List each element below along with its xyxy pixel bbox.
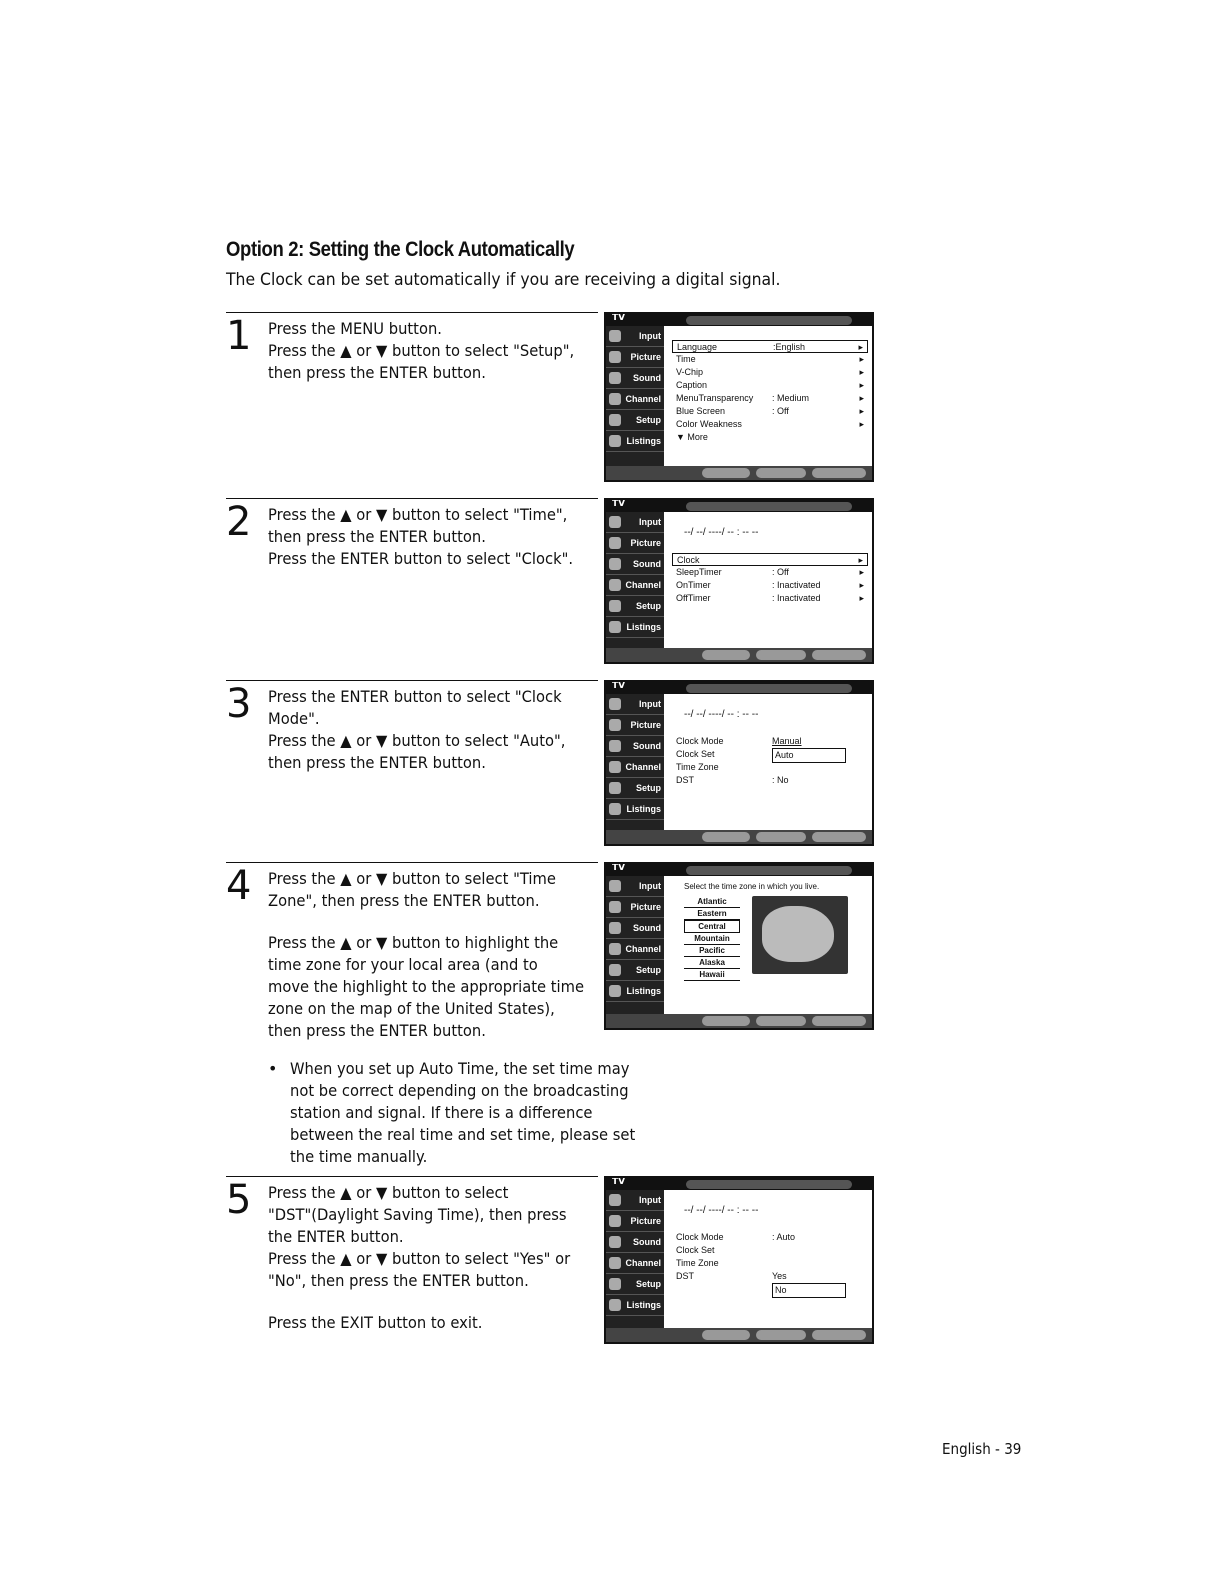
- zone-option[interactable]: Atlantic: [684, 896, 740, 908]
- step-number: 3: [226, 681, 252, 727]
- menu-item-blue-screen[interactable]: Blue Screen : Off ▸: [676, 406, 864, 416]
- screen-title-bar: TV: [606, 682, 872, 694]
- step-4: [226, 862, 606, 1052]
- sound-icon: [609, 740, 621, 752]
- arrow-right-icon: ▸: [858, 342, 863, 352]
- zone-option-selected[interactable]: Central: [684, 920, 740, 933]
- step-line: time zone for your local area (and to: [268, 955, 538, 974]
- sidebar-item-input[interactable]: Input: [606, 1190, 664, 1211]
- sound-icon: [609, 1236, 621, 1248]
- sidebar-item-channel[interactable]: Channel: [606, 389, 664, 410]
- picture-icon: [609, 901, 621, 913]
- screen-title-bar: [606, 314, 872, 326]
- step-3: [226, 680, 606, 840]
- sidebar-item-sound[interactable]: Sound: [606, 918, 664, 939]
- sound-icon: [609, 922, 621, 934]
- screen-dst: [604, 1176, 874, 1344]
- sidebar-item-sound[interactable]: Sound: [606, 368, 664, 389]
- step-divider: [226, 680, 598, 681]
- step-line: Mode".: [268, 709, 320, 728]
- page-subtitle: The Clock can be set automatically if you are receiving a digital signal.: [226, 270, 781, 290]
- input-icon: [609, 330, 621, 342]
- note-line: not be correct depending on the broadcasting: [290, 1081, 629, 1100]
- step-line: Press the ▲ or ▼ button to select "Time",: [268, 505, 568, 524]
- step-text: [268, 504, 604, 570]
- zone-option[interactable]: Pacific: [684, 945, 740, 957]
- clock-readout: --/ --/ ----/ -- : -- --: [684, 1205, 759, 1216]
- listings-icon: [609, 621, 621, 633]
- time-menu: [672, 520, 868, 605]
- arrow-right-icon: ▸: [859, 567, 864, 577]
- screen-sidebar: [606, 876, 664, 1014]
- sound-icon: [609, 372, 621, 384]
- menu-item-clock-set[interactable]: Clock Set: [676, 1245, 715, 1255]
- dst-menu: [672, 1198, 868, 1296]
- arrow-right-icon: ▸: [859, 367, 864, 377]
- arrow-right-icon: ▸: [859, 354, 864, 364]
- us-map-image[interactable]: [752, 896, 848, 974]
- sidebar-item-sound[interactable]: Sound: [606, 736, 664, 757]
- screen-sidebar: [606, 1190, 664, 1328]
- sidebar-item-setup[interactable]: Setup: [606, 778, 664, 799]
- zone-option[interactable]: Eastern: [684, 908, 740, 920]
- step-divider: [226, 312, 598, 313]
- picture-icon: [609, 1215, 621, 1227]
- screen-sidebar: [606, 694, 664, 830]
- setup-icon: [609, 600, 621, 612]
- channel-icon: [609, 579, 621, 591]
- sidebar-item-listings[interactable]: Listings: [606, 799, 664, 820]
- menu-item-clock[interactable]: Clock ▸: [672, 553, 868, 566]
- step-line: Press the ▲ or ▼ button to select "Yes" or: [268, 1249, 571, 1268]
- zone-option[interactable]: Hawaii: [684, 969, 740, 981]
- sidebar-item-setup[interactable]: Setup: [606, 960, 664, 981]
- step-line: zone on the map of the United States),: [268, 999, 555, 1018]
- sidebar-item-setup[interactable]: Setup: [606, 596, 664, 617]
- step-line: Press the MENU button.: [268, 319, 442, 338]
- menu-item-language[interactable]: Language :English ▸: [672, 340, 868, 353]
- page-number: English - 39: [942, 1440, 1022, 1458]
- menu-item-time-zone[interactable]: Time Zone: [676, 762, 719, 772]
- screen-button-bar: [606, 466, 872, 480]
- step-text: [268, 686, 604, 774]
- step-1: [226, 312, 606, 472]
- sidebar-item-listings[interactable]: Listings: [606, 431, 664, 452]
- menu-item-dst[interactable]: DST : No: [676, 775, 789, 785]
- sidebar-item-channel[interactable]: Channel: [606, 575, 664, 596]
- menu-item-color-weakness[interactable]: Color Weakness ▸: [676, 419, 864, 429]
- step-line: Press the EXIT button to exit.: [268, 1313, 483, 1332]
- menu-item-more[interactable]: ▼ More: [676, 432, 708, 442]
- screen-button-bar: [606, 648, 872, 662]
- step-line: then press the ENTER button.: [268, 363, 486, 382]
- screen-clock: [604, 680, 874, 846]
- channel-icon: [609, 393, 621, 405]
- menu-item-sleep-timer[interactable]: SleepTimer : Off ▸: [676, 567, 864, 577]
- move-button[interactable]: [702, 650, 750, 660]
- input-icon: [609, 880, 621, 892]
- zone-option[interactable]: Alaska: [684, 957, 740, 969]
- return-button[interactable]: [812, 650, 866, 660]
- menu-item-time[interactable]: Time ▸: [676, 354, 864, 364]
- zone-option[interactable]: Mountain: [684, 933, 740, 945]
- channel-icon: [609, 943, 621, 955]
- step-line: "DST"(Daylight Saving Time), then press: [268, 1205, 567, 1224]
- clock-readout: --/ --/ ----/ -- : -- --: [684, 527, 759, 538]
- time-zone-prompt: Select the time zone in which you live.: [684, 882, 820, 891]
- step-text: [268, 318, 604, 384]
- step-text: [268, 1182, 604, 1334]
- time-zone-list: [684, 896, 740, 981]
- note-line: between the real time and set time, please set: [290, 1125, 636, 1144]
- step-line: the ENTER button.: [268, 1227, 404, 1246]
- return-button[interactable]: [812, 1330, 866, 1340]
- arrow-right-icon: ▸: [859, 419, 864, 429]
- dst-option-row: [672, 1283, 868, 1296]
- setup-icon: [609, 1278, 621, 1290]
- note-line: the time manually.: [290, 1147, 428, 1166]
- time-zone-panel: [672, 878, 868, 998]
- note-line: station and signal. If there is a difference: [290, 1103, 593, 1122]
- step-line: Press the ▲ or ▼ button to select: [268, 1183, 509, 1202]
- screen-time: [604, 498, 874, 664]
- screen-title-bar: TV: [606, 864, 872, 876]
- screen-time-zone: [604, 862, 874, 1030]
- menu-item-off-timer[interactable]: OffTimer : Inactivated ▸: [676, 593, 864, 603]
- sidebar-item-input[interactable]: Input: [606, 326, 664, 347]
- sidebar-item-sound[interactable]: Sound: [606, 554, 664, 575]
- move-button[interactable]: [702, 468, 750, 478]
- menu-item-clock-set[interactable]: Clock Set Auto: [672, 748, 868, 761]
- screen-title-bar: TV: [606, 1178, 872, 1190]
- sidebar-item-listings[interactable]: Listings: [606, 1295, 664, 1316]
- menu-item-vchip[interactable]: V-Chip ▸: [676, 367, 864, 377]
- step-line: Press the ENTER button to select "Clock".: [268, 549, 574, 568]
- menu-item-caption[interactable]: Caption ▸: [676, 380, 864, 390]
- step-2: [226, 498, 606, 658]
- step-divider: [226, 1176, 598, 1177]
- note-text: [290, 1058, 656, 1168]
- step-line: Press the ▲ or ▼ button to select "Setup",: [268, 341, 575, 360]
- step-number: 5: [226, 1177, 252, 1223]
- step-divider: [226, 498, 598, 499]
- step-number: 2: [226, 499, 252, 545]
- enter-button[interactable]: [756, 650, 806, 660]
- step-line: Press the ▲ or ▼ button to select "Time: [268, 869, 556, 888]
- clock-readout: --/ --/ ----/ -- : -- --: [684, 709, 759, 720]
- setup-icon: [609, 964, 621, 976]
- step-number: 4: [226, 863, 252, 909]
- sidebar-item-input[interactable]: Input: [606, 694, 664, 715]
- listings-icon: [609, 985, 621, 997]
- menu-item-clock-mode[interactable]: Clock Mode : Auto: [676, 1232, 796, 1242]
- sidebar-item-picture[interactable]: Picture: [606, 347, 664, 368]
- return-button[interactable]: [812, 468, 866, 478]
- sound-icon: [609, 558, 621, 570]
- menu-item-on-timer[interactable]: OnTimer : Inactivated ▸: [676, 580, 864, 590]
- picture-icon: [609, 719, 621, 731]
- menu-item-dst[interactable]: DST Yes: [676, 1271, 787, 1281]
- sidebar-item-picture[interactable]: Picture: [606, 533, 664, 554]
- step-line: "No", then press the ENTER button.: [268, 1271, 529, 1290]
- enter-button[interactable]: [756, 1330, 806, 1340]
- channel-icon: [609, 761, 621, 773]
- input-icon: [609, 516, 621, 528]
- arrow-right-icon: ▸: [859, 580, 864, 590]
- screen-setup: [604, 312, 874, 482]
- move-button[interactable]: [702, 832, 750, 842]
- auto-option[interactable]: Auto: [772, 748, 846, 763]
- step-line: then press the ENTER button.: [268, 753, 486, 772]
- sidebar-item-channel[interactable]: Channel: [606, 757, 664, 778]
- screen-button-bar: [606, 830, 872, 844]
- input-icon: [609, 698, 621, 710]
- step-text: [268, 868, 604, 1042]
- channel-icon: [609, 1257, 621, 1269]
- sidebar-item-channel[interactable]: Channel: [606, 1253, 664, 1274]
- tv-label: TV: [612, 313, 626, 323]
- menu-item-menu-transparency[interactable]: MenuTransparency : Medium ▸: [676, 393, 864, 403]
- arrow-right-icon: ▸: [858, 555, 863, 565]
- sidebar-item-channel[interactable]: Channel: [606, 939, 664, 960]
- screen-sidebar: [606, 326, 664, 466]
- step-line: then press the ENTER button.: [268, 1021, 486, 1040]
- menu-item-clock-mode[interactable]: Clock Mode Manual: [676, 736, 802, 746]
- step-line: Press the ▲ or ▼ button to select "Auto",: [268, 731, 566, 750]
- enter-button[interactable]: [756, 832, 806, 842]
- arrow-right-icon: ▸: [859, 380, 864, 390]
- no-option[interactable]: No: [772, 1283, 846, 1298]
- bullet-icon: •: [268, 1059, 278, 1078]
- arrow-right-icon: ▸: [859, 593, 864, 603]
- sidebar-item-input[interactable]: Input: [606, 876, 664, 897]
- listings-icon: [609, 803, 621, 815]
- setup-menu: [672, 340, 868, 444]
- screen-button-bar: [606, 1328, 872, 1342]
- page-title: Option 2: Setting the Clock Automatically: [226, 238, 575, 261]
- enter-button[interactable]: [756, 468, 806, 478]
- sidebar-item-picture[interactable]: Picture: [606, 715, 664, 736]
- screen-sidebar: [606, 512, 664, 648]
- sidebar-item-input[interactable]: Input: [606, 512, 664, 533]
- input-icon: [609, 1194, 621, 1206]
- picture-icon: [609, 351, 621, 363]
- step-divider: [226, 862, 598, 863]
- move-button[interactable]: [702, 1330, 750, 1340]
- step-line: move the highlight to the appropriate time: [268, 977, 585, 996]
- arrow-right-icon: ▸: [859, 393, 864, 403]
- sidebar-item-setup[interactable]: Setup: [606, 410, 664, 431]
- setup-icon: [609, 782, 621, 794]
- step-line: Zone", then press the ENTER button.: [268, 891, 540, 910]
- step-line: then press the ENTER button.: [268, 527, 486, 546]
- listings-icon: [609, 1299, 621, 1311]
- step-line: Press the ▲ or ▼ button to highlight the: [268, 933, 559, 952]
- sidebar-item-setup[interactable]: Setup: [606, 1274, 664, 1295]
- setup-icon: [609, 414, 621, 426]
- move-button[interactable]: [702, 1016, 750, 1026]
- clock-menu: [672, 702, 868, 787]
- step-number: 1: [226, 313, 252, 359]
- screen-button-bar: [606, 1014, 872, 1028]
- screen-title-bar: TV: [606, 500, 872, 512]
- picture-icon: [609, 537, 621, 549]
- menu-item-time-zone[interactable]: Time Zone: [676, 1258, 719, 1268]
- note-line: When you set up Auto Time, the set time may: [290, 1059, 630, 1078]
- sidebar-item-listings[interactable]: Listings: [606, 617, 664, 638]
- return-button[interactable]: [812, 1016, 866, 1026]
- step-line: Press the ENTER button to select "Clock: [268, 687, 562, 706]
- listings-icon: [609, 435, 621, 447]
- sidebar-item-sound[interactable]: Sound: [606, 1232, 664, 1253]
- enter-button[interactable]: [756, 1016, 806, 1026]
- return-button[interactable]: [812, 832, 866, 842]
- sidebar-item-listings[interactable]: Listings: [606, 981, 664, 1002]
- arrow-right-icon: ▸: [859, 406, 864, 416]
- step-5: [226, 1176, 606, 1346]
- sidebar-item-picture[interactable]: Picture: [606, 1211, 664, 1232]
- sidebar-item-picture[interactable]: Picture: [606, 897, 664, 918]
